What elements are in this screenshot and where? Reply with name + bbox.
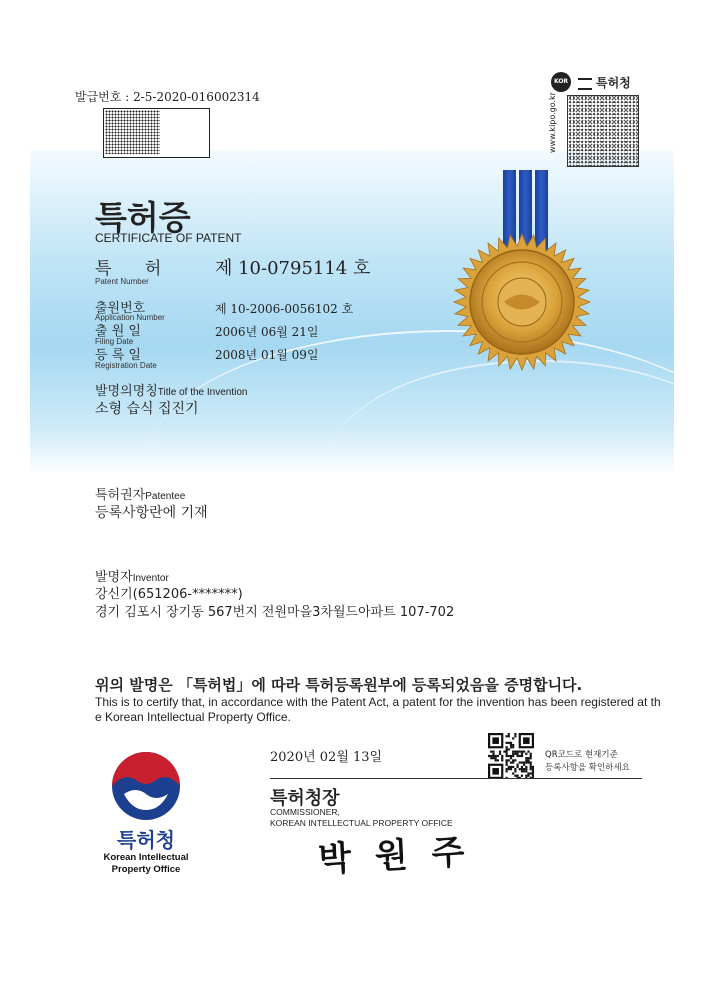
issue-number-value: 2-5-2020-016002314 [133, 90, 260, 104]
inventor-address: 경기 김포시 장기동 567번지 전원마을3차월드아파트 107-702 [95, 605, 455, 620]
issue-date: 2020년 02월 13일 [270, 750, 383, 765]
filing-date-value: 2006년 06월 21일 [215, 325, 319, 339]
kor-badge: KOR [551, 72, 571, 92]
flag-icon [578, 78, 592, 90]
office-name-en-line2: Property Office [111, 864, 181, 875]
title-ko: 특허증 [95, 198, 191, 237]
application-number-label: 출원번호 [95, 301, 146, 316]
qr-note [545, 749, 630, 775]
qr-code-icon [488, 733, 534, 779]
filing-date-label: 출 원 일 [95, 324, 141, 339]
issue-number [75, 88, 260, 105]
office-name-ko: 특허청 [117, 828, 175, 852]
application-number-value: 제 10-2006-0056102 호 [215, 302, 354, 316]
commissioner-en-line2: KOREAN INTELLECTUAL PROPERTY OFFICE [270, 818, 453, 828]
commissioner-en-line1: COMMISSIONER, [270, 807, 340, 817]
registration-date-label: 등 록 일 [95, 348, 141, 363]
certification-en-line1: This is to certify that, in accordance with the Patent Act, a patent for the invention has been registered at th [95, 695, 661, 709]
inventor-label-en: Inventor [132, 573, 169, 584]
application-number-label-en: Application Number [95, 313, 165, 322]
kipo-logo-icon [110, 750, 182, 822]
kipo-seal-pattern [567, 95, 639, 167]
invention-title-value: 소형 습식 집진기 [95, 401, 199, 417]
patent-number-label-en: Patent Number [95, 277, 149, 286]
invention-title-label-en: Title of the Invention [157, 387, 248, 398]
invention-title-label [95, 380, 247, 399]
commissioner-title: 특허청장 [270, 788, 340, 809]
patentee-label-en: Patentee [145, 491, 186, 502]
patentee-label-ko: 특허권자 [95, 488, 146, 503]
patentee-value: 등록사항란에 기재 [95, 505, 208, 521]
inventor-label-ko: 발명자 [95, 570, 133, 585]
patentee-label [95, 484, 185, 503]
invention-title-label-ko: 발명의명칭 [95, 384, 158, 399]
qr-note-line2: 등록사항을 확인하세요 [545, 763, 630, 773]
qr-note-line1: QR코드로 현재기준 [545, 750, 618, 760]
title-en: CERTIFICATE OF PATENT [95, 231, 242, 245]
filing-date-label-en: Filing Date [95, 337, 134, 346]
kipo-website: www.kipo.go.kr [548, 92, 557, 154]
patent-number-value: 제 10-0795114 호 [215, 258, 371, 279]
revenue-stamp-pattern [105, 110, 160, 154]
certification-en-line2: e Korean Intellectual Property Office. [95, 710, 291, 724]
patent-number-label: 특 허 [95, 259, 176, 279]
kipo-seal-label: 특허청 [578, 74, 631, 91]
issue-number-label: 발급번호 : [75, 90, 130, 104]
office-name-en [86, 852, 206, 876]
commissioner-signature: 박 원 주 [317, 832, 472, 880]
registration-date-label-en: Registration Date [95, 361, 157, 370]
certification-ko: 위의 발명은 「특허법」에 따라 특허등록원부에 등록되었음을 증명합니다. [95, 676, 583, 694]
office-name-en-line1: Korean Intellectual [103, 852, 189, 863]
inventor-name: 강신기(651206-*******) [95, 587, 243, 602]
registration-date-value: 2008년 01월 09일 [215, 348, 319, 362]
divider [270, 778, 642, 779]
gold-seal-icon [452, 232, 592, 372]
